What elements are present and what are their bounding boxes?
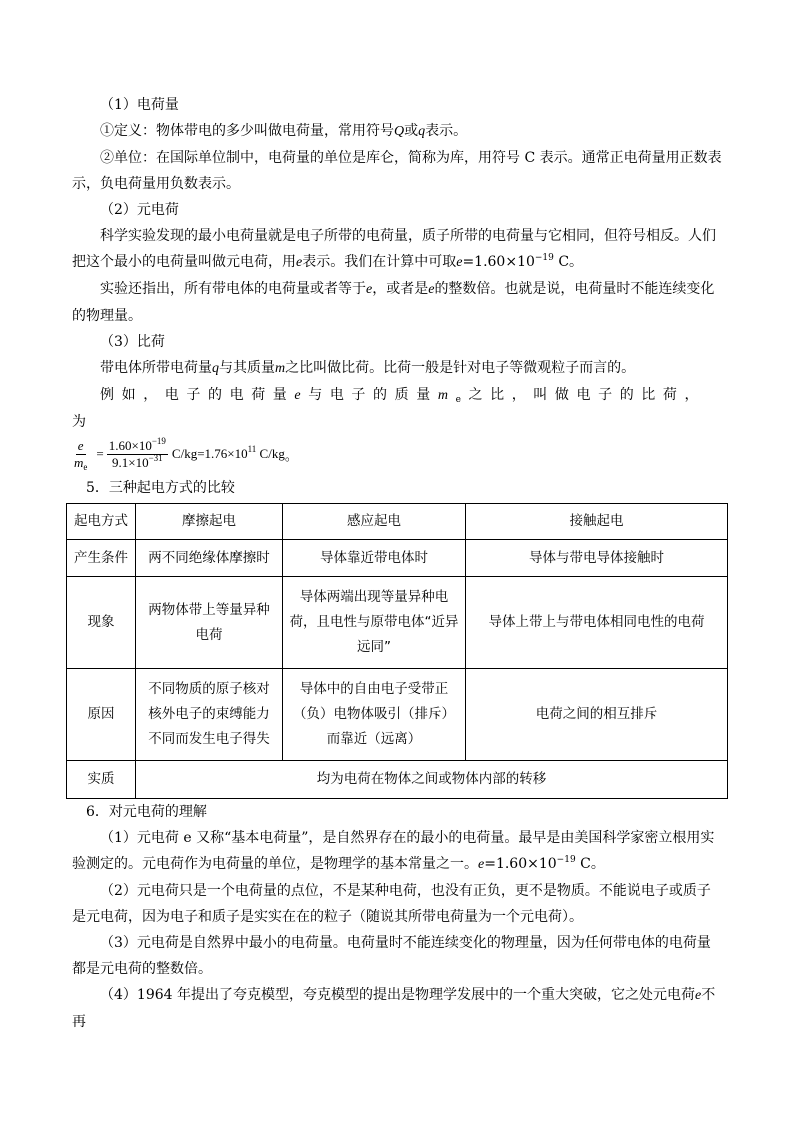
table-header-cell: 接触起电 <box>466 504 728 540</box>
table-row <box>67 761 728 799</box>
paragraph-smallest-charge: （3）元电荷是自然界中最小的电荷量。电荷量时不能连续变化的物理量，因为任何带电体的电荷量都是元电荷的整数倍。 <box>72 935 711 977</box>
section-heading: （2）元电荷 <box>100 202 179 218</box>
table-row <box>67 577 728 669</box>
table-cell: 导体上带上与带电体相同电性的电荷 <box>466 577 728 669</box>
paragraph-specific-charge: 带电体所带电荷量q与其质量m之比叫做比荷。比荷一般是针对电子等微观粒子而言的。 <box>100 360 636 376</box>
fraction-values: $\frac{1.60\times 10^{-19}}{9.1\times 10^{-31}}$ <box>108 435 166 470</box>
document-page <box>72 92 722 1035</box>
fraction-e-over-me: $\frac{e}{m_e}$ <box>74 437 88 472</box>
paragraph-basic-charge: （1）元电荷 e 又称“基本电荷量”，是自然界存在的最小的电荷量。最早是由美国科学家密立根用实验测定的。元电荷作为电荷量的单位，是物理学的基本常量之一。$e=1.60\times 10^{-19}$ C。 <box>72 830 715 872</box>
paragraph-unit: ②单位：在国际单位制中，电荷量的单位是库仑，简称为库，用符号 C 表示。通常正电荷量用正数表示，负电荷量用负数表示。 <box>72 150 722 192</box>
paragraph-example: 例如，电子的电荷量e与电子的质量$m_e$之比，叫做电子的比荷，为 <box>72 387 707 430</box>
table-row <box>67 669 728 761</box>
paragraph-definition: ①定义：物体带电的多少叫做电荷量，常用符号Q或q表示。 <box>100 123 468 139</box>
table-cell: 导体两端出现等量异种电荷，且电性与原带电体“近异远同” <box>283 577 466 669</box>
comparison-table <box>66 503 728 799</box>
section-heading-understanding: 6．对元电荷的理解 <box>86 804 207 820</box>
table-cell: 产生条件 <box>67 540 136 577</box>
section-heading: （1）电荷量 <box>100 97 179 113</box>
specific-charge-formula: $\frac{e}{m_e}$ = $\frac{1.60\times 10^{-19}}{9.1\times 10^{-31}}$ $C/kg=1.76\times 10^{11}$ C/kg 。 <box>74 435 298 472</box>
table-cell: 现象 <box>67 577 136 669</box>
table-cell: 电荷之间的相互排斥 <box>466 669 728 761</box>
table-cell: 导体中的自由电子受带正（负）电物体吸引（排斥）而靠近（远离） <box>283 669 466 761</box>
paragraph-not-a-charge: （2）元电荷只是一个电荷量的点位，不是某种电荷，也没有正负，更不是物质。不能说电子或质子是元电荷，因为电子和质子是实实在在的粒子（随说其所带电荷量为一个元电荷）。 <box>72 883 711 925</box>
paragraph-integer-multiple: 实验还指出，所有带电体的电荷量或者等于e，或者是e的整数倍。也就是说，电荷量时不能连续变化的物理量。 <box>72 281 715 324</box>
section-heading-comparison: 5．三种起电方式的比较 <box>86 480 235 496</box>
table-cell: 实质 <box>67 761 136 799</box>
table-cell: 不同物质的原子核对核外电子的束缚能力不同而发生电子得失 <box>136 669 283 761</box>
table-cell: 导体靠近带电体时 <box>283 540 466 577</box>
table-cell: 两物体带上等量异种电荷 <box>136 577 283 669</box>
table-header-cell: 摩擦起电 <box>136 504 283 540</box>
table-cell: 均为电荷在物体之间或物体内部的转移 <box>136 761 728 799</box>
table-cell: 两不同绝缘体摩擦时 <box>136 540 283 577</box>
paragraph-quark-model: （4）1964 年提出了夸克模型，夸克模型的提出是物理学发展中的一个重大突破，它之处元电荷e不再 <box>72 987 716 1030</box>
section-heading: （3）比荷 <box>100 334 165 350</box>
table-cell: 原因 <box>67 669 136 761</box>
table-header-row <box>67 504 728 540</box>
table-header-cell: 起电方式 <box>67 504 136 540</box>
paragraph-elementary-charge: 科学实验发现的最小电荷量就是电子所带的电荷量，质子所带的电荷量与它相同，但符号相反。人们把这个最小的电荷量叫做元电荷，用e表示。我们在计算中可取$e=1.60\times 10^{-19}$ C。 <box>72 228 716 270</box>
table-cell: 导体与带电导体接触时 <box>466 540 728 577</box>
table-row <box>67 540 728 577</box>
table-header-cell: 感应起电 <box>283 504 466 540</box>
